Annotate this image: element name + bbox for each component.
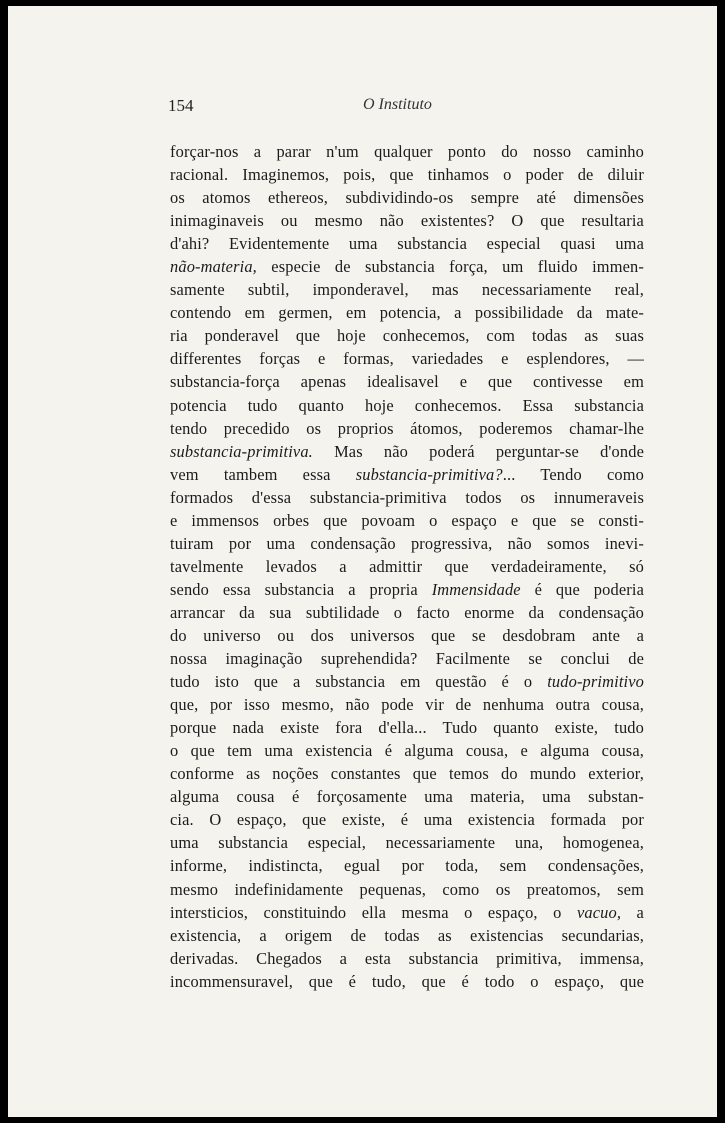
text-span: do universo ou dos universos que se desdobram ante a [170,625,644,645]
text-line [170,854,644,877]
text-line [170,831,644,854]
text-line [170,186,644,209]
text-line [170,163,644,186]
text-span: samente subtil, imponderavel, mas necessariamente real, [170,280,644,300]
text-span: racional. Imaginemos, pois, que tinhamos o poder de diluir [170,165,644,185]
text-line [170,347,644,370]
text-span: arrancar da sua subtilidade o facto enorme da condensação [170,602,644,622]
body-text [170,140,644,993]
text-span: o que tem uma existencia é alguma cousa, e alguma cousa, [170,741,644,761]
text-span: differentes forças e formas, variedades e esplendores, — [170,349,644,369]
text-line [170,808,644,831]
text-span: conforme as noções constantes que temos do mundo exterior, [170,764,644,784]
text-line [170,324,644,347]
text-span: inimaginaveis ou mesmo não existentes? O que resultaria [170,211,644,231]
text-line [170,970,644,993]
text-line [170,624,644,647]
text-line [170,486,644,509]
text-line [170,924,644,947]
text-span: forçar-nos a parar n'um qualquer ponto do nosso caminho [170,142,644,161]
text-line [170,509,644,532]
text-span: formados d'essa substancia-primitiva todos os innumeraveis [170,487,644,507]
italic-text: não-materia, [170,257,257,277]
book-page [8,6,717,1117]
italic-text: tudo-primitivo [547,672,644,692]
text-line [170,785,644,808]
text-span: Mas não poderá perguntar-se d'onde [312,441,644,461]
page-number: 154 [168,96,194,115]
text-line [170,555,644,578]
text-line [170,647,644,670]
text-span: cia. O espaço, que existe, é uma existencia formada por [170,810,644,830]
text-span: nossa imaginação suprehendida? Facilmente se conclui de [170,649,644,669]
text-line [170,140,644,163]
running-title: O Instituto [363,96,432,113]
text-span: e immensos orbes que povoam o espaço e que se consti- [170,510,644,530]
text-line [170,417,644,440]
text-line [170,463,644,486]
italic-text: substancia-primitiva? [355,464,503,484]
text-line [170,762,644,785]
text-line [170,716,644,739]
text-span: os atomos ethereos, subdividindo-os sempre até dimensões [170,188,644,208]
text-span: intersticios, constituindo ella mesma o espaço, o [170,902,577,922]
text-span: especie de substancia força, um fluido immen- [256,257,644,277]
text-span: tudo isto que a substancia em questão é o [170,672,548,692]
text-line [170,255,644,278]
text-line [170,232,644,255]
text-line [170,693,644,716]
text-line [170,278,644,301]
text-line [170,394,644,417]
text-span: uma substancia especial, necessariamente una, homogenea, [170,833,644,853]
text-line [170,209,644,232]
text-line [170,739,644,762]
italic-text: substancia-primitiva. [170,441,313,461]
text-line [170,370,644,393]
text-span: substancia-força apenas idealisavel e que contivesse em [170,372,644,392]
text-span: que, por isso mesmo, não pode vir de nenhuma outra cousa, [170,695,644,715]
text-span: potencia tudo quanto hoje conhecemos. Essa substancia [170,395,644,415]
page-header [168,96,648,120]
text-span: porque nada existe fora d'ella... Tudo quanto existe, tudo [170,718,644,738]
text-line [170,901,644,924]
text-span: mesmo indefinidamente pequenas, como os preatomos, sem [170,879,644,899]
text-line [170,601,644,624]
text-span: alguma cousa é forçosamente uma materia, uma substan- [170,787,644,807]
text-line [170,532,644,555]
text-span: vem tambem essa [170,464,356,484]
text-span: contendo em germen, em potencia, a possibilidade da mate- [170,303,644,323]
text-span: d'ahi? Evidentemente uma substancia especial quasi uma [170,234,644,254]
text-line [170,301,644,324]
text-span: informe, indistincta, egual por toda, sem condensações, [170,856,644,876]
text-line [170,670,644,693]
text-span: incommensuravel, que é tudo, que é todo o espaço, que [170,971,644,991]
text-span: sendo essa substancia a propria [170,579,432,599]
italic-text: Immensidade [431,579,521,599]
text-span: ... Tendo como [502,464,644,484]
italic-text: vacuo, [576,902,622,922]
text-span: tavelmente levados a admittir que verdadeiramente, só [170,556,644,576]
text-span: existencia, a origem de todas as existencias secundarias, [170,925,644,945]
text-span: é que poderia [520,579,644,599]
text-span: derivadas. Chegados a esta substancia primitiva, immensa, [170,948,644,968]
text-span: a [621,902,644,922]
text-line [170,578,644,601]
text-line [170,440,644,463]
text-line [170,878,644,901]
text-line [170,947,644,970]
text-span: tendo precedido os proprios átomos, poderemos chamar-lhe [170,418,644,438]
text-span: tuiram por uma condensação progressiva, não somos inevi- [170,533,644,553]
text-span: ria ponderavel que hoje conhecemos, com todas as suas [170,326,644,346]
